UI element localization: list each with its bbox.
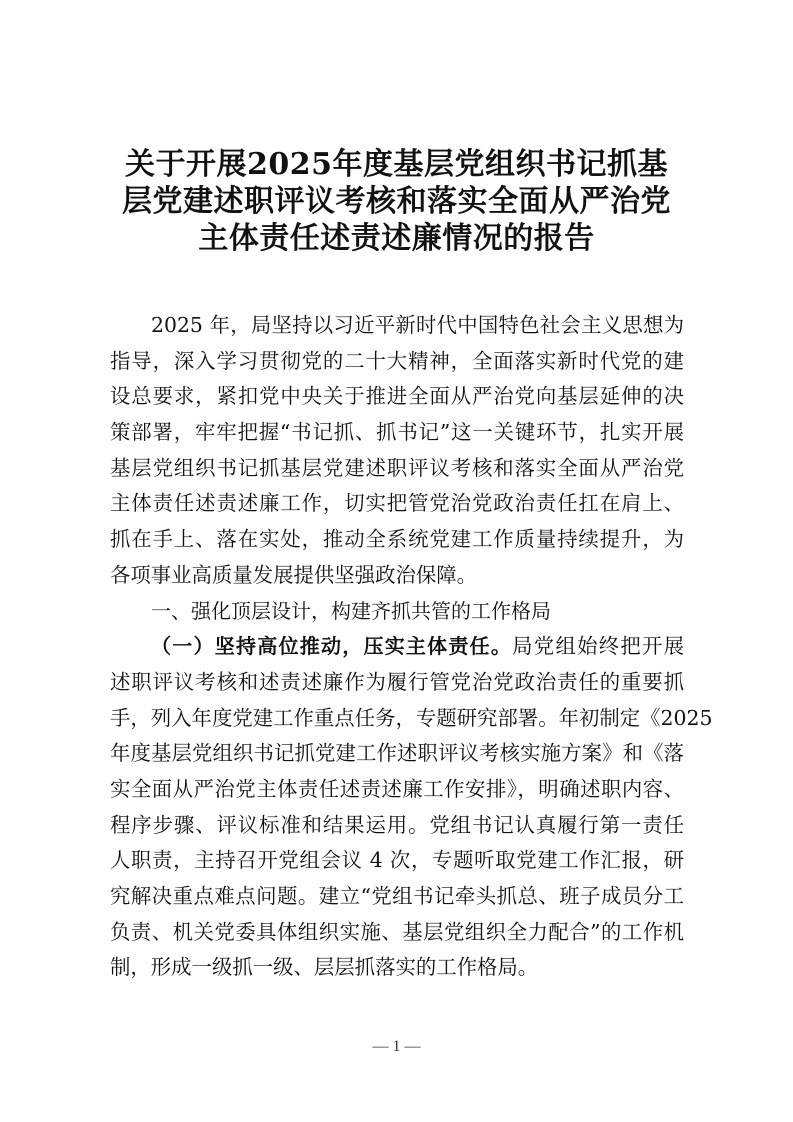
paragraph-line: 程序步骤、评议标准和结果运用。党组书记认真履行第一责任 (110, 812, 684, 837)
paragraph-line: 手，列入年度党建工作重点任务，专题研究部署。年初制定《2025 (110, 705, 713, 730)
section-heading: 一、强化顶层设计，构建齐抓共管的工作格局 (151, 598, 551, 623)
title-line: 层党建述职评议考核和落实全面从严治党 (122, 184, 671, 219)
paragraph-line: 究解决重点难点问题。建立“党组书记牵头抓总、班子成员分工 (110, 884, 684, 908)
paragraph-line: 述职评议考核和述责述廉作为履行管党治党政治责任的重要抓 (110, 669, 684, 694)
paragraph-intro (110, 308, 684, 594)
paragraph-line: 年度基层党组织书记抓党建工作述职评议考核实施方案》和《落 (110, 741, 684, 766)
paragraph-line: 各项事业高质量发展提供坚强政治保障。 (110, 562, 478, 587)
paragraph-line: 负责、机关党委具体组织实施、基层党组织全力配合”的工作机 (110, 919, 684, 944)
paragraph-line: 实全面从严治党主体责任述责述廉工作安排》，明确述职内容、 (110, 776, 684, 801)
document-title (100, 146, 693, 257)
paragraph-line: 人职责，主持召开党组会议 4 次，专题听取党建工作汇报，研 (110, 848, 684, 873)
paragraph-subsection (110, 629, 713, 986)
paragraph-line: 抓在手上、落在实处，推动全系统党建工作质量持续提升，为 (110, 527, 684, 552)
subsection-heading: （一）坚持高位推动，压实主体责任。 (151, 634, 513, 659)
paragraph-line: 主体责任述责述廉工作，切实把管党治党政治责任扛在肩上、 (110, 491, 684, 516)
page-number: — 1 — (372, 1038, 421, 1055)
paragraph-line: 指导，深入学习贯彻党的二十大精神，全面落实新时代党的建 (110, 348, 684, 373)
paragraph-line: 设总要求，紧扣党中央关于推进全面从严治党向基层延伸的决 (110, 384, 684, 409)
paragraph-line: 基层党组织书记抓基层党建述职评议考核和落实全面从严治党 (110, 455, 684, 480)
paragraph-line: 制，形成一级抓一级、层层抓落实的工作格局。 (110, 955, 539, 980)
document-body (110, 308, 713, 986)
paragraph-line: 2025 年，局坚持以习近平新时代中国特色社会主义思想为 (151, 313, 684, 337)
title-line: 关于开展2025年度基层党组织书记抓基 (125, 147, 668, 182)
subsection-text: 局党组始终把开展 (512, 634, 685, 659)
paragraph-line (110, 629, 684, 665)
title-line: 主体责任述责述廉情况的报告 (198, 221, 595, 256)
paragraph-line: 策部署，牢牢把握“书记抓、抓书记”这一关键环节，扎实开展 (110, 420, 684, 445)
